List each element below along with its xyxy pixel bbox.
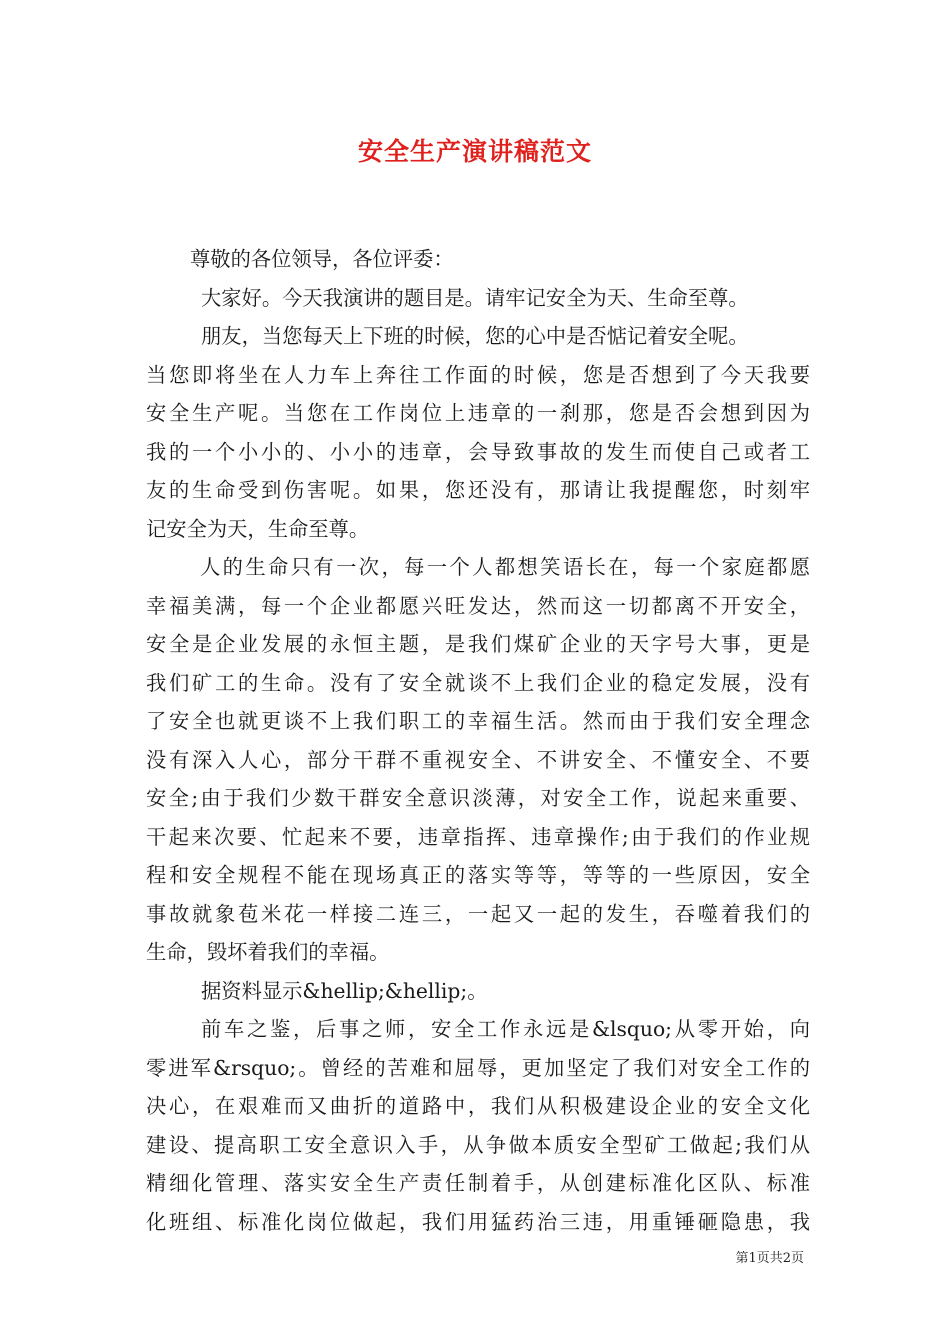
page-number: 第1页共2页 [735,1251,804,1266]
text-line: 零进军&rsquo;。曾经的苦难和屈辱，更加坚定了我们对安全工作的 [146,1055,810,1080]
text-line: 大家好。今天我演讲的题目是。请牢记安全为天、生命至尊。 [201,285,749,310]
text-line: 前车之鉴，后事之师，安全工作永远是&lsquo;从零开始，向 [201,1017,810,1041]
text-line: 化班组、标准化岗位做起，我们用猛药治三违，用重锤砸隐患，我 [146,1209,810,1234]
text-line: 没有深入人心，部分干群不重视安全、不讲安全、不懂安全、不要 [146,747,810,772]
text-line: 精细化管理、落实安全生产责任制着手，从创建标准化区队、标准 [146,1171,810,1195]
text-line: 安全生产呢。当您在工作岗位上违章的一刹那，您是否会想到因为 [146,401,810,425]
text-line: 友的生命受到伤害呢。如果，您还没有，那请让我提醒您，时刻牢 [146,478,810,502]
text-line: 安全是企业发展的永恒主题，是我们煤矿企业的天字号大事，更是 [146,632,810,656]
text-line: 人的生命只有一次，每一个人都想笑语长在，每一个家庭都愿 [200,555,810,579]
text-line: 朋友，当您每天上下班的时候，您的心中是否惦记着安全呢。 [201,324,749,348]
document-body [146,240,810,1241]
text-line: 记安全为天，生命至尊。 [146,516,370,541]
text-line: 安全;由于我们少数干群安全意识淡薄，对安全工作，说起来重要、 [146,786,810,810]
text-line: 幸福美满，每一个企业都愿兴旺发达，然而这一切都离不开安全， [146,593,810,618]
text-line: 我们矿工的生命。没有了安全就谈不上我们企业的稳定发展，没有 [146,670,810,695]
page-title: 安全生产演讲稿范文 [357,137,592,166]
text-line: 建设、提高职工安全意识入手，从争做本质安全型矿工做起;我们从 [146,1132,810,1157]
text-line: 据资料显示&hellip;&hellip;。 [201,978,488,1003]
text-line: 我的一个小小的、小小的违章，会导致事故的发生而使自己或者工 [146,439,810,464]
text-line: 程和安全规程不能在现场真正的落实等等，等等的一些原因，安全 [146,863,810,887]
text-line: 干起来次要、忙起来不要，违章指挥、违章操作;由于我们的作业规 [146,824,810,849]
text-line: 事故就象苞米花一样接二连三，一起又一起的发生，吞噬着我们的 [146,901,810,926]
text-line: 当您即将坐在人力车上奔往工作面的时候，您是否想到了今天我要 [146,362,810,387]
text-line: 尊敬的各位领导，各位评委： [190,247,454,271]
text-line: 了安全也就更谈不上我们职工的幸福生活。然而由于我们安全理念 [146,709,810,733]
text-line: 生命，毁坏着我们的幸福。 [146,940,390,964]
text-line: 决心，在艰难而又曲折的道路中，我们从积极建设企业的安全文化 [146,1094,810,1118]
